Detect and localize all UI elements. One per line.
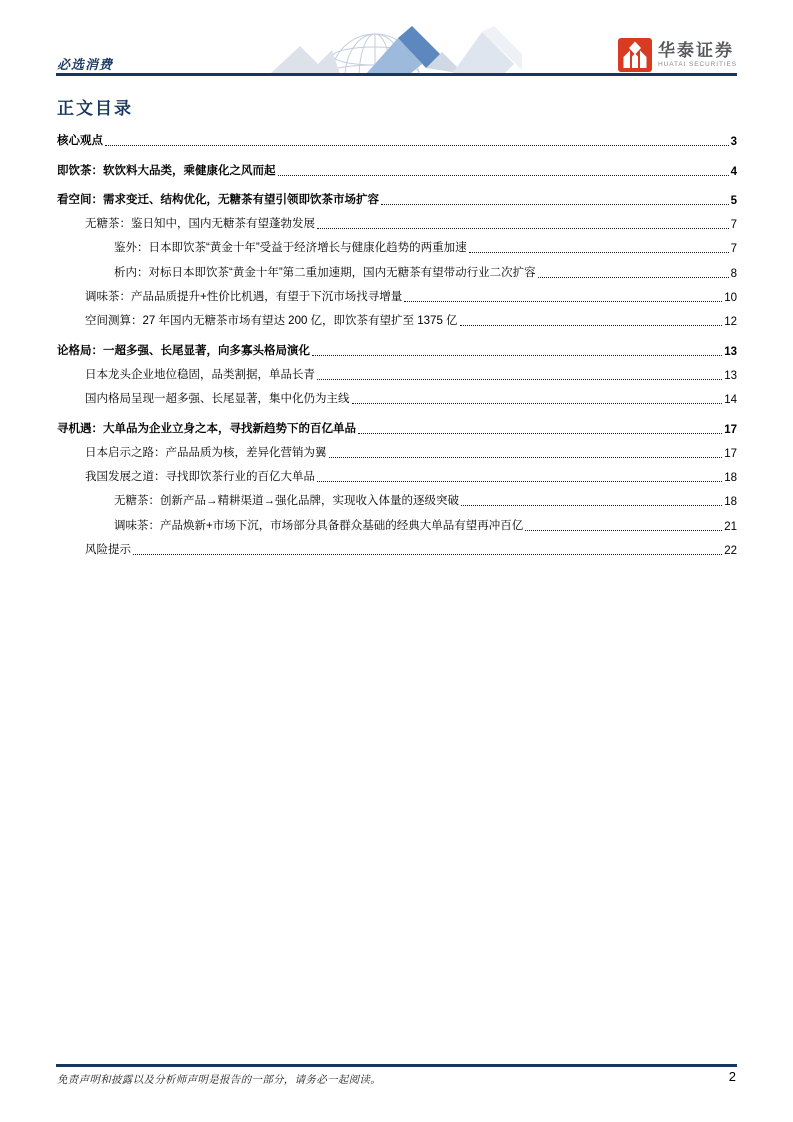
toc-entry-text: 即饮茶：软饮料大品类，乘健康化之风而起 bbox=[57, 164, 276, 177]
toc-entry[interactable] bbox=[57, 440, 737, 464]
toc-dot-leader bbox=[460, 325, 723, 326]
huatai-logo-text bbox=[658, 42, 737, 69]
toc-dot-leader bbox=[525, 530, 722, 531]
toc-entry-text: 日本启示之路：产品品质为核，差异化营销为翼 bbox=[85, 446, 327, 459]
toc-entry-page: 14 bbox=[724, 394, 737, 407]
toc-entry-page: 21 bbox=[724, 520, 737, 533]
toc-list bbox=[57, 128, 737, 561]
header-divider bbox=[56, 73, 737, 76]
toc-entry-text: 我国发展之道：寻找即饮茶行业的百亿大单品 bbox=[85, 471, 315, 484]
toc-dot-leader bbox=[461, 505, 722, 506]
toc-title: 正文目录 bbox=[57, 99, 133, 118]
toc-entry-text: 无糖茶：鉴日知中，国内无糖茶有望蓬勃发展 bbox=[85, 218, 315, 231]
toc-entry-text: 国内格局呈现一超多强、长尾显著，集中化仍为主线 bbox=[85, 393, 350, 406]
footer-disclaimer: 免责声明和披露以及分析师声明是报告的一部分，请务必一起阅读。 bbox=[57, 1074, 381, 1086]
report-category-label: 必选消费 bbox=[57, 57, 114, 72]
footer-page-number: 2 bbox=[728, 1069, 736, 1084]
toc-entry-page: 8 bbox=[730, 267, 737, 280]
toc-entry-page: 3 bbox=[730, 136, 737, 149]
toc-entry[interactable] bbox=[57, 537, 737, 561]
toc-entry[interactable] bbox=[57, 211, 737, 235]
toc-entry[interactable] bbox=[57, 337, 737, 361]
toc-entry[interactable] bbox=[57, 235, 737, 259]
toc-dot-leader bbox=[317, 228, 729, 229]
toc-entry[interactable] bbox=[57, 157, 737, 181]
toc-dot-leader bbox=[317, 481, 722, 482]
toc-entry-page: 13 bbox=[724, 369, 737, 382]
toc-entry-text: 调味茶：产品品质提升+性价比机遇，有望于下沉市场找寻增量 bbox=[85, 291, 403, 304]
toc-dot-leader bbox=[404, 301, 722, 302]
toc-dot-leader bbox=[358, 433, 722, 434]
toc-entry-text: 空间测算：27 年国内无糖茶市场有望达 200 亿，即饮茶有望扩至 1375 亿 bbox=[85, 315, 458, 328]
huatai-logo-icon bbox=[618, 38, 652, 72]
huatai-logo bbox=[614, 38, 737, 72]
toc-entry-page: 5 bbox=[730, 194, 737, 207]
toc-entry[interactable] bbox=[57, 488, 737, 512]
toc-dot-leader bbox=[317, 379, 722, 380]
toc-entry-text: 鉴外：日本即饮茶“黄金十年”受益于经济增长与健康化趋势的两重加速 bbox=[114, 242, 467, 255]
toc-entry[interactable] bbox=[57, 259, 737, 283]
toc-entry[interactable] bbox=[57, 284, 737, 308]
toc-entry[interactable] bbox=[57, 386, 737, 410]
toc-entry-text: 核心观点 bbox=[57, 135, 103, 148]
huatai-logo-name-cn: 华泰证券 bbox=[658, 40, 735, 60]
toc-entry-page: 17 bbox=[724, 423, 737, 436]
toc-entry-page: 4 bbox=[730, 165, 737, 178]
toc-entry[interactable] bbox=[57, 464, 737, 488]
toc-entry-text: 论格局：一超多强、长尾显著，向多寡头格局演化 bbox=[57, 344, 310, 357]
toc-entry-page: 7 bbox=[730, 243, 737, 256]
toc-entry-page: 12 bbox=[724, 316, 737, 329]
toc-entry[interactable] bbox=[57, 415, 737, 439]
globe-watermark-icon bbox=[270, 26, 522, 74]
toc-entry-text: 析内：对标日本即饮茶“黄金十年”第二重加速期，国内无糖茶有望带动行业二次扩容 bbox=[114, 266, 536, 279]
toc-entry[interactable] bbox=[57, 362, 737, 386]
toc-entry[interactable] bbox=[57, 308, 737, 332]
toc-dot-leader bbox=[469, 252, 729, 253]
toc-entry-text: 寻机遇：大单品为企业立身之本，寻找新趋势下的百亿单品 bbox=[57, 422, 356, 435]
toc-dot-leader bbox=[278, 175, 729, 176]
toc-dot-leader bbox=[329, 457, 723, 458]
toc-entry-text: 看空间：需求变迁、结构优化，无糖茶有望引领即饮茶市场扩容 bbox=[57, 193, 379, 206]
toc-dot-leader bbox=[538, 277, 729, 278]
toc-entry-page: 10 bbox=[724, 292, 737, 305]
toc-entry-text: 风险提示 bbox=[85, 544, 131, 557]
toc-dot-leader bbox=[105, 145, 729, 146]
toc-entry-page: 22 bbox=[724, 545, 737, 558]
toc-entry-text: 无糖茶：创新产品→精耕渠道→强化品牌，实现收入体量的逐级突破 bbox=[114, 495, 459, 508]
toc-dot-leader bbox=[381, 204, 729, 205]
toc-entry-page: 7 bbox=[730, 219, 737, 232]
toc-entry-page: 13 bbox=[724, 345, 737, 358]
toc-entry-text: 调味茶：产品焕新+市场下沉，市场部分具备群众基础的经典大单品有望再冲百亿 bbox=[114, 519, 524, 532]
toc-entry[interactable] bbox=[57, 187, 737, 211]
toc-entry-page: 17 bbox=[724, 447, 737, 460]
toc-dot-leader bbox=[312, 355, 722, 356]
toc-entry[interactable] bbox=[57, 128, 737, 152]
footer-divider bbox=[56, 1064, 737, 1067]
huatai-logo-name-en: HUATAI SECURITIES bbox=[658, 60, 737, 68]
toc-dot-leader bbox=[352, 403, 723, 404]
toc-dot-leader bbox=[133, 554, 722, 555]
toc-entry-page: 18 bbox=[724, 496, 737, 509]
toc-entry-text: 日本龙头企业地位稳固，品类割据，单品长青 bbox=[85, 368, 315, 381]
toc-entry-page: 18 bbox=[724, 472, 737, 485]
toc-entry[interactable] bbox=[57, 512, 737, 536]
